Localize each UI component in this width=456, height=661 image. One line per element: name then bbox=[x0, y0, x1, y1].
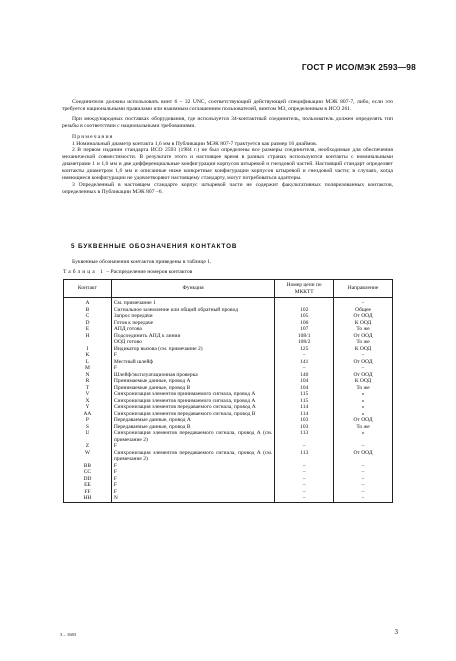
paragraph: При международных поставках оборудования, где используется 34-контактный соединитель, пользователь должен определять тип резьбы в соответствии с национальными требованиями. bbox=[62, 115, 393, 129]
cell-direction: » bbox=[334, 411, 393, 418]
cell-circuit-number: – bbox=[275, 489, 334, 496]
table-header-row bbox=[64, 280, 393, 298]
cell-direction: – bbox=[334, 469, 393, 476]
cell-contact: P bbox=[64, 417, 112, 424]
cell-circuit-number: – bbox=[275, 463, 334, 470]
header-contact: Контакт bbox=[64, 280, 112, 298]
cell-direction: От ООД bbox=[334, 417, 393, 424]
cell-function: F bbox=[111, 482, 274, 489]
cell-contact: BB bbox=[64, 463, 112, 470]
cell-function: Передаваемые данные, провод В bbox=[111, 424, 274, 431]
table-row bbox=[64, 430, 393, 443]
cell-function: АПД готова bbox=[111, 326, 274, 333]
cell-contact: B bbox=[64, 307, 112, 314]
cell-contact: W bbox=[64, 450, 112, 463]
cell-circuit-number: 125 bbox=[275, 346, 334, 353]
cell-circuit-number: – bbox=[275, 352, 334, 359]
cell-contact: D bbox=[64, 320, 112, 327]
cell-contact: FF bbox=[64, 489, 112, 496]
cell-circuit-number: 108/2 bbox=[275, 339, 334, 346]
note: 2 В первом издании стандарта ИСО 2593 (1984 г.) не был определены все размеры соединителя, необходимые для обеспечения механической совместимости. В результате этого и настоящее время в разных странах используются контакты с номинальными диаметрами 1 и 1,6 мм и две дифференциальные конфигурации корпусов штыревой и гнездовой частей. Настоящий стандарт определяет контакты диаметром 1,6 мм и описанные ниже конкретные конфигурации корпусов штыревой и гнездовой части; в случаях, когда имеющиеся конфигурации не удовлетворяют настоящему стандарту, могут потребоваться адаптеры. bbox=[62, 147, 393, 182]
cell-direction: – bbox=[334, 489, 393, 496]
cell-function: Синхронизация элементов передаваемого сигнала, провод В bbox=[111, 411, 274, 418]
cell-function: N bbox=[111, 495, 274, 502]
cell-circuit-number: 103 bbox=[275, 417, 334, 424]
cell-direction: К ООД bbox=[334, 320, 393, 327]
cell-function: Синхронизация элементов передаваемого сигнала, провод А (см. примечание 2) bbox=[111, 430, 274, 443]
cell-circuit-number: 102 bbox=[275, 307, 334, 314]
cell-contact: V bbox=[64, 391, 112, 398]
cell-circuit-number: – bbox=[275, 365, 334, 372]
cell-direction: То же bbox=[334, 385, 393, 392]
cell-function: F bbox=[111, 489, 274, 496]
cell-contact: A bbox=[64, 298, 112, 307]
document-header: ГОСТ Р ИСО/МЭК 2593—98 bbox=[301, 62, 416, 72]
contacts-table bbox=[63, 279, 393, 503]
cell-contact: S bbox=[64, 424, 112, 431]
table-row bbox=[64, 298, 393, 307]
cell-function: Подсоединить АПД к линии bbox=[111, 333, 274, 340]
cell-circuit-number: 108/1 bbox=[275, 333, 334, 340]
cell-direction: От ООД bbox=[334, 333, 393, 340]
cell-direction: » bbox=[334, 398, 393, 405]
cell-contact: L bbox=[64, 359, 112, 366]
section-intro: Буквенные обозначения контактов приведены в таблице 1. bbox=[72, 259, 212, 265]
cell-circuit-number: 141 bbox=[275, 359, 334, 366]
cell-contact: EE bbox=[64, 482, 112, 489]
cell-function: Синхронизация элементов передаваемого сигнала, провод А (см. примечание 2) bbox=[111, 450, 274, 463]
cell-function: Синхронизация элементов принимаемого сигнала, провод А bbox=[111, 391, 274, 398]
cell-function: Местный шлейф bbox=[111, 359, 274, 366]
section-title: 5 БУКВЕННЫЕ ОБОЗНАЧЕНИЯ КОНТАКТОВ bbox=[71, 243, 238, 250]
cell-contact: K bbox=[64, 352, 112, 359]
cell-direction: – bbox=[334, 298, 393, 307]
cell-contact: H bbox=[64, 333, 112, 340]
cell-direction: – bbox=[334, 365, 393, 372]
cell-circuit-number: 105 bbox=[275, 313, 334, 320]
notes-title: Примечания bbox=[72, 133, 114, 140]
header-function: Функция bbox=[111, 280, 274, 298]
cell-direction: Общее bbox=[334, 307, 393, 314]
cell-circuit-number: 113 bbox=[275, 430, 334, 443]
cell-direction: – bbox=[334, 443, 393, 450]
body-text bbox=[62, 99, 393, 196]
cell-circuit-number: 104 bbox=[275, 378, 334, 385]
cell-direction: От ООД bbox=[334, 372, 393, 379]
cell-function: F bbox=[111, 469, 274, 476]
cell-direction: То же bbox=[334, 326, 393, 333]
table-row bbox=[64, 450, 393, 463]
cell-function: Синхронизация элементов принимаемого сигнала, провод А bbox=[111, 398, 274, 405]
cell-circuit-number: – bbox=[275, 476, 334, 483]
cell-function: ООД готово bbox=[111, 339, 274, 346]
cell-direction: » bbox=[334, 430, 393, 443]
cell-circuit-number: – bbox=[275, 482, 334, 489]
cell-function: Синхронизация элементов передаваемого сигнала, провод А bbox=[111, 404, 274, 411]
cell-direction: От ООД bbox=[334, 450, 393, 463]
cell-contact: CC bbox=[64, 469, 112, 476]
table-body bbox=[64, 298, 393, 503]
cell-contact: I bbox=[64, 346, 112, 353]
cell-contact: HH bbox=[64, 495, 112, 502]
table-caption bbox=[63, 269, 192, 275]
cell-direction: – bbox=[334, 482, 393, 489]
cell-contact: U bbox=[64, 430, 112, 443]
cell-circuit-number: 114 bbox=[275, 404, 334, 411]
cell-function: F bbox=[111, 463, 274, 470]
cell-function: F bbox=[111, 443, 274, 450]
cell-direction: То же bbox=[334, 424, 393, 431]
cell-direction: К ООД bbox=[334, 346, 393, 353]
cell-contact: R bbox=[64, 378, 112, 385]
cell-circuit-number bbox=[275, 298, 334, 307]
cell-circuit-number: 114 bbox=[275, 411, 334, 418]
cell-circuit-number: 140 bbox=[275, 372, 334, 379]
cell-function: См. примечание 1 bbox=[111, 298, 274, 307]
cell-direction: – bbox=[334, 495, 393, 502]
cell-function: Принимаемые данные, провод A bbox=[111, 378, 274, 385]
cell-direction: – bbox=[334, 476, 393, 483]
footer-print-code: 3 – 1683 bbox=[60, 632, 77, 637]
cell-function: Принимаемые данные, провод В bbox=[111, 385, 274, 392]
cell-direction: » bbox=[334, 391, 393, 398]
cell-function: Шлейф/эксплуатационная проверка bbox=[111, 372, 274, 379]
cell-function: Запрос передачи bbox=[111, 313, 274, 320]
cell-contact: C bbox=[64, 313, 112, 320]
table-caption-text: – Распределение номеров контактов bbox=[104, 269, 193, 275]
cell-function: Индикатор вызова (см. примечание 2) bbox=[111, 346, 274, 353]
cell-direction: – bbox=[334, 352, 393, 359]
cell-function: F bbox=[111, 352, 274, 359]
cell-contact: T bbox=[64, 385, 112, 392]
cell-function: Передаваемые данные, провод А bbox=[111, 417, 274, 424]
paragraph: Соединители должны использовать винт 6 – 32 UNC, соответствующий действующей спецификации МЭК 807-7, либо, если это требуется национальными правилами или взаимным соглашением пользователей, винтом М3, определенным в ИСО 261. bbox=[62, 99, 393, 112]
cell-contact: Y bbox=[64, 404, 112, 411]
cell-contact: M bbox=[64, 365, 112, 372]
cell-function: F bbox=[111, 476, 274, 483]
cell-circuit-number: – bbox=[275, 443, 334, 450]
cell-direction: К ООД bbox=[334, 378, 393, 385]
table-caption-label: Таблица 1 bbox=[63, 269, 105, 275]
cell-circuit-number: – bbox=[275, 469, 334, 476]
cell-circuit-number: 107 bbox=[275, 326, 334, 333]
cell-function: Готов к передаче bbox=[111, 320, 274, 327]
cell-direction: То же bbox=[334, 339, 393, 346]
cell-circuit-number: 106 bbox=[275, 320, 334, 327]
cell-circuit-number: 115 bbox=[275, 391, 334, 398]
cell-contact: X bbox=[64, 398, 112, 405]
cell-direction: От ООД bbox=[334, 313, 393, 320]
cell-circuit-number: – bbox=[275, 495, 334, 502]
cell-contact: E bbox=[64, 326, 112, 333]
page-number: 3 bbox=[394, 628, 398, 636]
cell-circuit-number: 103 bbox=[275, 424, 334, 431]
cell-function: F bbox=[111, 365, 274, 372]
cell-direction: – bbox=[334, 463, 393, 470]
cell-circuit-number: 104 bbox=[275, 385, 334, 392]
note: 1 Номинальный диаметр контакта 1,6 мм в Публикации МЭК 807-7 трактуется как размер 16 диаймов. bbox=[72, 140, 318, 147]
cell-function: Сигнальное заземление или общий обратный провод bbox=[111, 307, 274, 314]
cell-contact: Z bbox=[64, 443, 112, 450]
table-row bbox=[64, 495, 393, 502]
cell-circuit-number: 113 bbox=[275, 450, 334, 463]
cell-direction: » bbox=[334, 404, 393, 411]
cell-direction: От ООД bbox=[334, 359, 393, 366]
note: 3 Определенный в настоящем стандарте корпус штыревой части не содержит факультативных поляризованных контактов, определенных в Публикации МЭК 807 –6. bbox=[62, 181, 393, 195]
header-direction: Направление bbox=[334, 280, 393, 298]
cell-circuit-number: 115 bbox=[275, 398, 334, 405]
cell-contact: N bbox=[64, 372, 112, 379]
cell-contact: DD bbox=[64, 476, 112, 483]
header-circuit-number: Номер цепи по МККТТ bbox=[275, 280, 334, 298]
cell-contact: AA bbox=[64, 411, 112, 418]
